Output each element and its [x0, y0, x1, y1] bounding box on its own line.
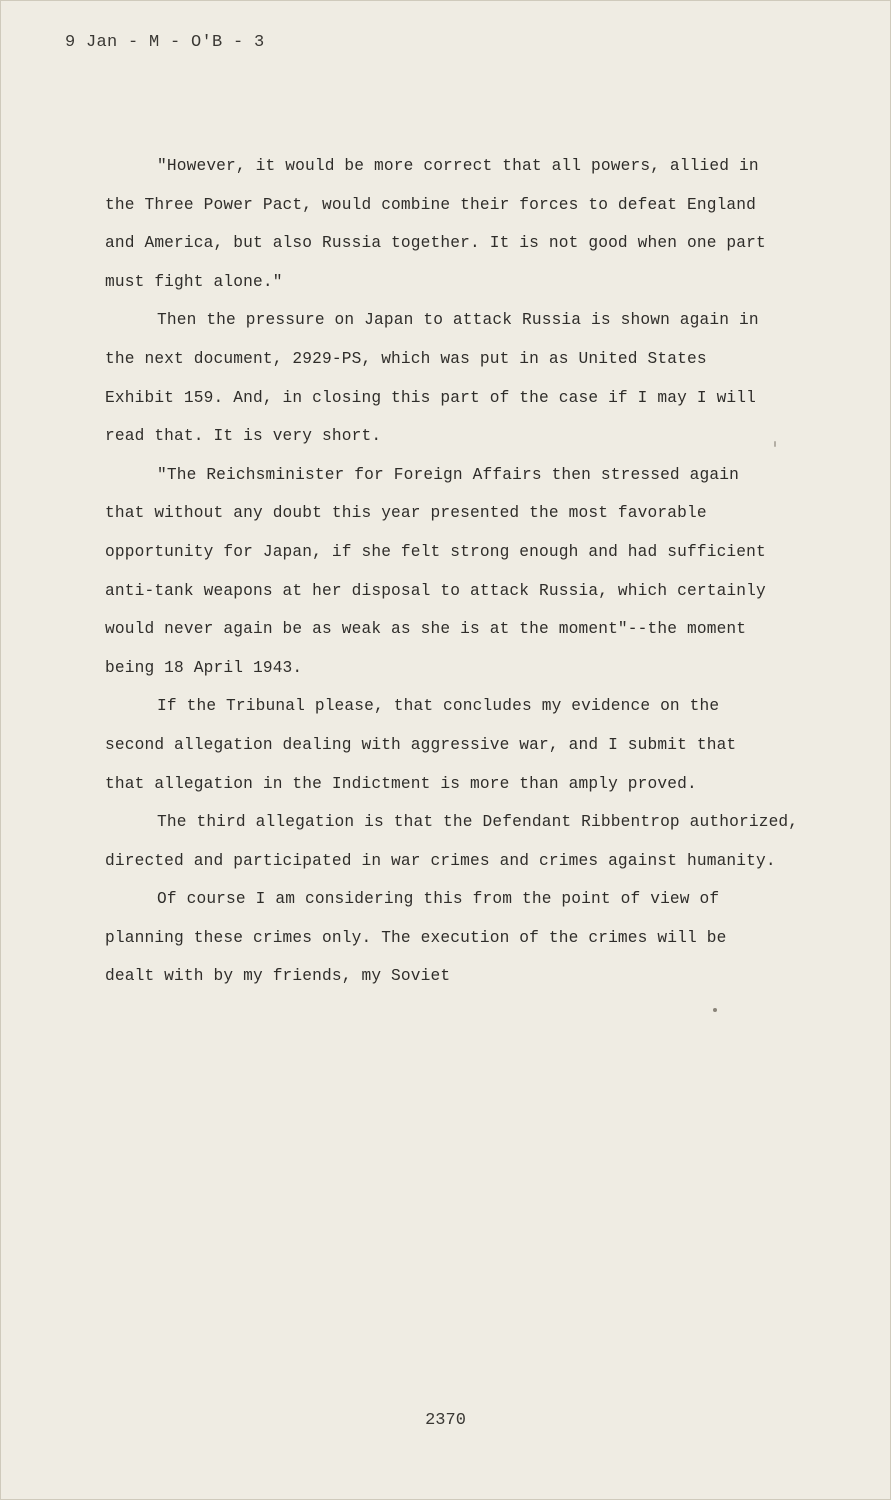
text-line: anti-tank weapons at her disposal to attack Russia, which certainly: [105, 581, 766, 600]
text-line: Then the pressure on Japan to attack Russia is shown again in: [157, 311, 759, 330]
paragraph-planning-crimes: [105, 880, 795, 996]
text-line: dealt with by my friends, my Soviet: [105, 967, 451, 986]
text-line: opportunity for Japan, if she felt strong enough and had sufficient: [105, 542, 766, 561]
text-line: If the Tribunal please, that concludes my evidence on the: [157, 697, 720, 716]
text-line: "However, it would be more correct that all powers, allied in: [157, 157, 759, 175]
paragraph-quote-reichsminister: [105, 456, 795, 688]
paragraph-quote-three-power-pact: [105, 147, 795, 301]
paper-speck: [774, 441, 776, 447]
text-line: being 18 April 1943.: [105, 658, 303, 677]
page-number: 2370: [425, 1411, 466, 1430]
text-line: directed and participated in war crimes and crimes against humanity.: [105, 851, 776, 870]
document-body: [105, 147, 799, 996]
text-line: that allegation in the Indictment is more than amply proved.: [105, 774, 697, 793]
text-line: that without any doubt this year presented the most favorable: [105, 504, 707, 523]
paper-speck: [713, 1008, 717, 1012]
text-line: second allegation dealing with aggressive war, and I submit that: [105, 735, 737, 754]
document-reference: 9 Jan - M - O'B - 3: [65, 33, 265, 52]
text-line: The third allegation is that the Defendant Ribbentrop authorized,: [157, 813, 799, 832]
text-line: would never again be as weak as she is at the moment"--the moment: [105, 620, 747, 639]
text-line: "The Reichsminister for Foreign Affairs then stressed again: [157, 465, 739, 484]
text-line: read that. It is very short.: [105, 427, 382, 446]
paragraph-third-allegation: [105, 803, 799, 880]
text-line: Exhibit 159. And, in closing this part of the case if I may I will: [105, 388, 757, 407]
text-line: the next document, 2929-PS, which was put in as United States: [105, 349, 707, 368]
paragraph-pressure-on-japan: [105, 301, 795, 455]
text-line: must fight alone.": [105, 272, 283, 291]
text-line: and America, but also Russia together. It is not good when one part: [105, 234, 766, 253]
text-line: Of course I am considering this from the point of view of: [157, 890, 720, 909]
text-line: planning these crimes only. The execution of the crimes will be: [105, 928, 727, 947]
paragraph-second-allegation: [105, 687, 795, 803]
text-line: the Three Power Pact, would combine their forces to defeat England: [105, 195, 757, 214]
